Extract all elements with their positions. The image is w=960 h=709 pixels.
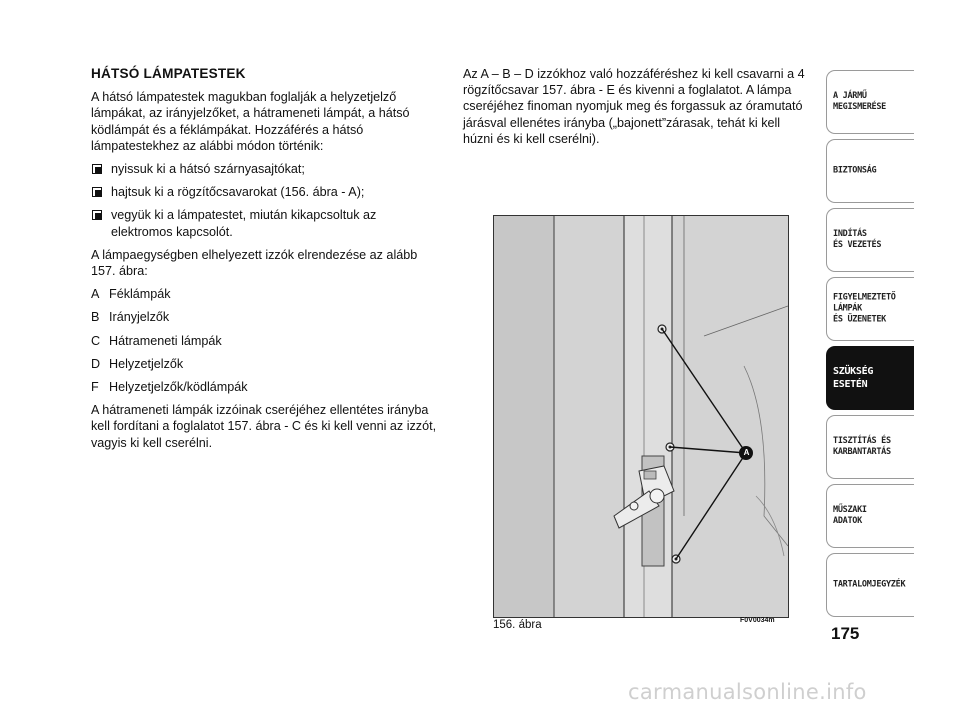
left-column <box>91 66 437 458</box>
intro-paragraph: A hátsó lámpatestek magukban foglalják a helyzetjelző lámpákat, az irányjelzőket, a hátrameneti lámpát, a hátsó ködlámpát és a féklámpákat. Hozzáférés a hátsó lámpatestekhez az alábbi módon történik: <box>91 90 410 153</box>
checkbox-bullet-icon <box>92 164 102 174</box>
legend-list <box>91 286 437 395</box>
list-item: nyissuk ki a hátsó szárnyasajtókat; <box>91 161 437 177</box>
steps-list <box>91 161 437 240</box>
tab-starting-driving[interactable]: INDÍTÁS ÉS VEZETÉS <box>826 208 914 272</box>
tab-vehicle-overview[interactable]: A JÁRMŰ MEGISMERÉSE <box>826 70 914 134</box>
callout-label-a: A <box>743 448 750 457</box>
figure-code: F0V0034m <box>740 617 775 624</box>
legend-item: A Féklámpák <box>91 287 171 302</box>
legend-item: F Helyzetjelzők/ködlámpák <box>91 380 248 395</box>
list-item: hajtsuk ki a rögzítőcsavarokat (156. ábra - A); <box>91 184 437 200</box>
tab-emergency[interactable]: SZÜKSÉG ESETÉN <box>826 346 914 410</box>
legend-item: C Hátrameneti lámpák <box>91 333 222 348</box>
legend-item: B Irányjelzők <box>91 310 170 325</box>
list-item: vegyük ki a lámpatestet, miután kikapcsoltuk az elektromos kapcsolót. <box>91 207 437 239</box>
figure-156 <box>493 215 789 618</box>
tab-index[interactable]: TARTALOMJEGYZÉK <box>826 553 914 617</box>
right-column <box>463 66 813 147</box>
tab-technical-data[interactable]: MŰSZAKI ADATOK <box>826 484 914 548</box>
checkbox-bullet-icon <box>92 210 102 220</box>
tab-maintenance[interactable]: TISZTÍTÁS ÉS KARBANTARTÁS <box>826 415 914 479</box>
right-paragraph: Az A – B – D izzókhoz való hozzáféréshez ki kell csavarni a 4 rögzítőcsavar 157. ábra - E és kivenni a foglalatot. A lámpa cseréjéhez finoman nyomjuk meg és forgassuk az óramutató járásval ellenétes irányba („bajonett”zárasak, tehát ki kell húzni és ki kell cserélni). <box>463 67 805 146</box>
tab-warning-lights[interactable]: FIGYELMEZTETŐ LÁMPÁK ÉS ÜZENETEK <box>826 277 914 341</box>
layout-paragraph: A lámpaegységben elhelyezett izzók elrendezése az alább 157. ábra: <box>91 247 418 279</box>
section-heading: HÁTSÓ LÁMPATESTEK <box>91 66 246 81</box>
watermark-text: carmanualsonline.info <box>628 680 867 704</box>
checkbox-bullet-icon <box>92 187 102 197</box>
figure-caption: 156. ábra <box>493 619 542 631</box>
legend-item: D Helyzetjelzők <box>91 356 184 371</box>
reverse-lamp-paragraph: A hátrameneti lámpák izzóinak cseréjéhez ellentétes irányba kell fordítani a foglalatot 157. ábra - C és ki kell venni az izzót, vagyis ki kell cserélni. <box>91 403 437 450</box>
tail-lamp-illustration <box>494 216 788 617</box>
tab-safety[interactable]: BIZTONSÁG <box>826 139 914 203</box>
page-number: 175 <box>831 624 860 643</box>
